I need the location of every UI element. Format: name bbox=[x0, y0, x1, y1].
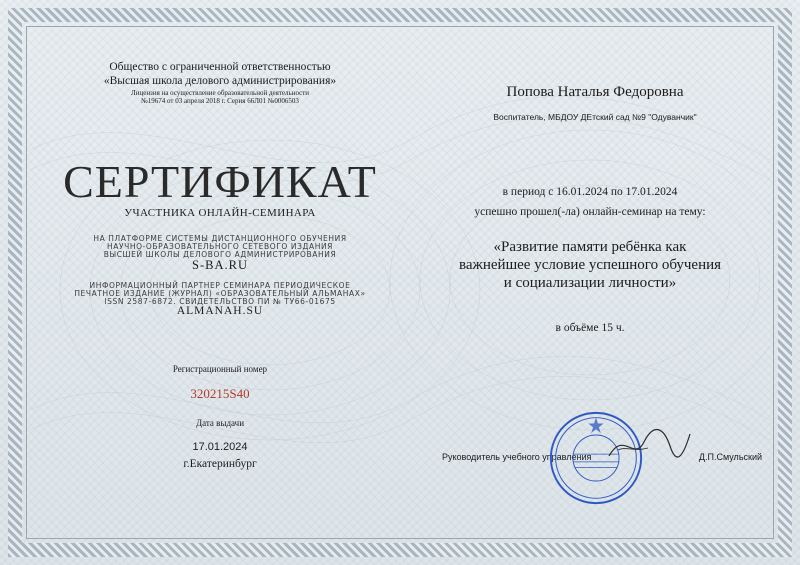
issuer-organization-line2: «Высшая школа делового администрирования» bbox=[103, 75, 337, 87]
partner-site: ALMANAH.SU bbox=[176, 305, 264, 317]
seminar-period: в период с 16.01.2024 по 17.01.2024 bbox=[502, 186, 678, 198]
signature-scribble bbox=[604, 420, 694, 465]
seminar-passed-text: успешно прошел(-ла) онлайн-семинар на тему: bbox=[474, 206, 706, 218]
license-line2: №19674 от 03 апреля 2018 г. Серия 66Л01 №0006503 bbox=[141, 97, 299, 105]
platform-line1: НА ПЛАТФОРМЕ СИСТЕМЫ ДИСТАНЦИОННОГО ОБУЧЕНИЯ bbox=[93, 234, 347, 243]
partner-line3: ISSN 2587-6872. СВИДЕТЕЛЬСТВО ПИ № ТУ66-01675 bbox=[104, 297, 336, 306]
partner-line1: ИНФОРМАЦИОННЫЙ ПАРТНЕР СЕМИНАРА ПЕРИОДИЧЕСКОЕ bbox=[89, 281, 351, 290]
seminar-topic-line2: важнейшее условие успешного обучения bbox=[458, 257, 722, 273]
seminar-topic-line3: и социализации личности» bbox=[503, 275, 677, 291]
issue-date: 17.01.2024 bbox=[192, 441, 248, 453]
issue-city: г.Екатеринбург bbox=[183, 458, 257, 470]
issuer-organization-line1: Общество с ограниченной ответственностью bbox=[109, 61, 331, 73]
platform-site: S-BA.RU bbox=[192, 258, 248, 272]
issue-date-label: Дата выдачи bbox=[195, 418, 245, 428]
seminar-topic-line1: «Развитие памяти ребёнка как bbox=[493, 239, 687, 255]
registration-number: 320215S40 bbox=[190, 386, 250, 401]
license-line1: Лицензия на осуществление образовательной деятельности bbox=[130, 89, 310, 97]
signatory-name: Д.П.Смульский bbox=[698, 452, 762, 462]
recipient-position: Воспитатель, МБДОУ ДЕтский сад №9 "Одуванчик" bbox=[493, 112, 697, 122]
seminar-volume: в объёме 15 ч. bbox=[555, 322, 625, 334]
signatory-position: Руководитель учебного управления bbox=[442, 452, 592, 462]
partner-line2: ПЕЧАТНОЕ ИЗДАНИЕ (ЖУРНАЛ) «ОБРАЗОВАТЕЛЬНЫЙ АЛЬМАНАХ» bbox=[74, 289, 366, 298]
recipient-name: Попова Наталья Федоровна bbox=[506, 84, 684, 100]
registration-label: Регистрационный номер bbox=[172, 364, 268, 374]
certificate-title: СЕРТИФИКАТ bbox=[63, 156, 377, 207]
platform-line3: ВЫСШЕЙ ШКОЛЫ ДЕЛОВОГО АДМИНИСТРИРОВАНИЯ bbox=[103, 250, 337, 259]
platform-line2: НАУЧНО-ОБРАЗОВАТЕЛЬНОГО СЕТЕВОГО ИЗДАНИЯ bbox=[106, 242, 333, 251]
certificate-subtitle: УЧАСТНИКА ОНЛАЙН-СЕМИНАРА bbox=[124, 207, 316, 219]
